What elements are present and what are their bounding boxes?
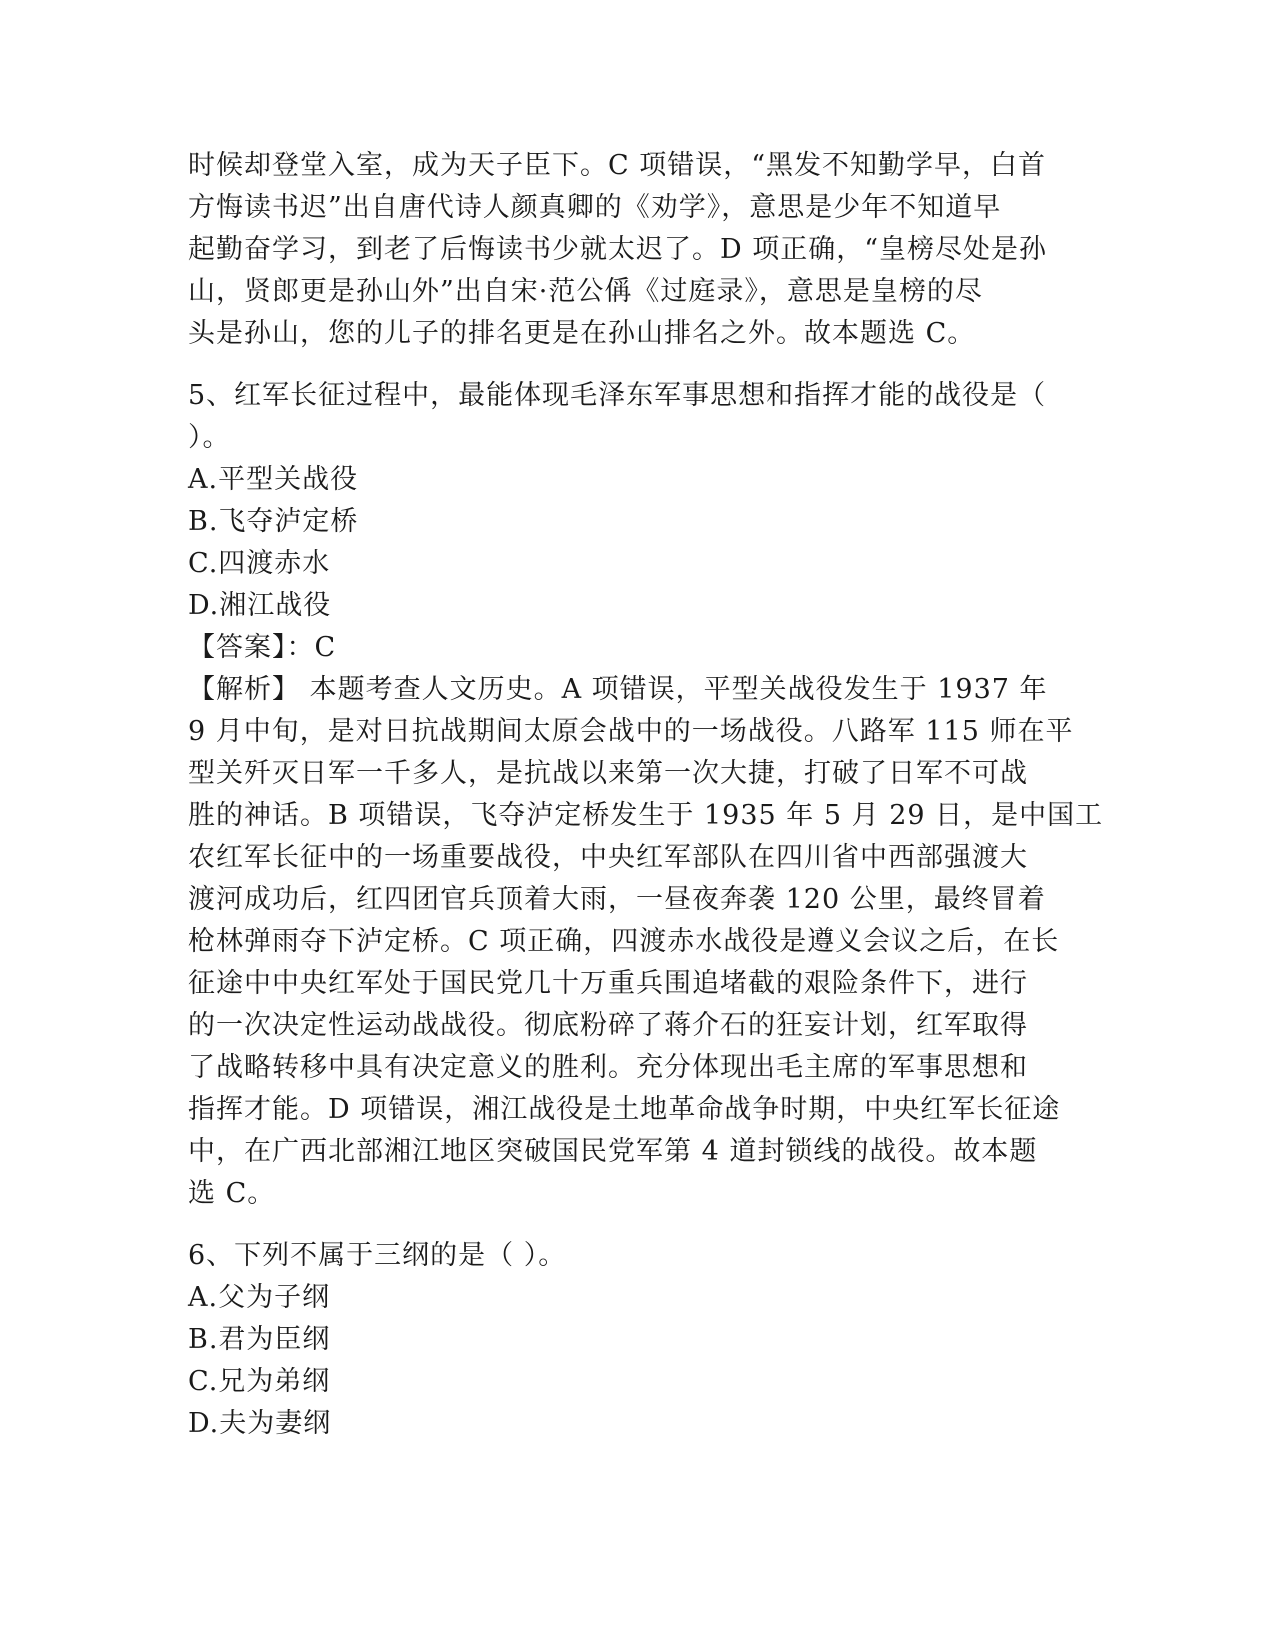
question-5-option-d: D.湘江战役 — [188, 590, 332, 621]
question-5-analysis-line: 选 C。 — [188, 1178, 276, 1209]
question-6-stem: 6、下列不属于三纲的是（ ）。 — [188, 1240, 567, 1271]
question-5-analysis-line: 征途中中央红军处于国民党几十万重兵围追堵截的艰险条件下，进行 — [188, 968, 1028, 999]
question-5-analysis-line: 农红军长征中的一场重要战役，中央红军部队在四川省中西部强渡大 — [188, 842, 1028, 873]
question-6-option-a: A.父为子纲 — [188, 1282, 331, 1313]
question-5-stem: 5、红军长征过程中，最能体现毛泽东军事思想和指挥才能的战役是（ — [188, 380, 1047, 411]
prev-explanation-line: 起勤奋学习，到老了后悔读书少就太迟了。D 项正确，“皇榜尽处是孙 — [188, 234, 1048, 265]
question-5-analysis-line: 枪林弹雨夺下泸定桥。C 项正确，四渡赤水战役是遵义会议之后，在长 — [188, 926, 1060, 957]
question-5-analysis-line: 渡河成功后，红四团官兵顶着大雨，一昼夜奔袭 120 公里，最终冒着 — [188, 884, 1046, 915]
question-5-analysis-line: 了战略转移中具有决定意义的胜利。充分体现出毛主席的军事思想和 — [188, 1052, 1028, 1083]
question-5-analysis-line: 指挥才能。D 项错误，湘江战役是土地革命战争时期，中央红军长征途 — [188, 1094, 1061, 1125]
question-6-option-d: D.夫为妻纲 — [188, 1408, 332, 1439]
question-6-option-b: B.君为臣纲 — [188, 1324, 331, 1355]
question-5-stem-cont: ）。 — [188, 422, 231, 453]
question-5-option-c: C.四渡赤水 — [188, 548, 331, 579]
question-6-option-c: C.兄为弟纲 — [188, 1366, 331, 1397]
question-5-option-a: A.平型关战役 — [188, 464, 359, 495]
question-5-analysis-line: 型关歼灭日军一千多人，是抗战以来第一次大捷，打破了日军不可战 — [188, 758, 1028, 789]
prev-explanation-line: 时候却登堂入室，成为天子臣下。C 项错误，“黑发不知勤学早，白首 — [188, 150, 1047, 181]
prev-explanation-line: 头是孙山，您的儿子的排名更是在孙山排名之外。故本题选 C。 — [188, 318, 976, 349]
question-5-answer: 【答案】：C — [188, 632, 337, 663]
question-5-analysis-line: 胜的神话。B 项错误，飞夺泸定桥发生于 1935 年 5 月 29 日，是中国工 — [188, 800, 1104, 831]
question-5-analysis-line: 的一次决定性运动战战役。彻底粉碎了蒋介石的狂妄计划，红军取得 — [188, 1010, 1028, 1041]
prev-explanation-line: 方悔读书迟”出自唐代诗人颜真卿的《劝学》，意思是少年不知道早 — [188, 192, 1002, 223]
question-5-analysis-line: 中，在广西北部湘江地区突破国民党军第 4 道封锁线的战役。故本题 — [188, 1136, 1038, 1167]
question-5-analysis-line: 9 月中旬，是对日抗战期间太原会战中的一场战役。八路军 115 师在平 — [188, 716, 1074, 747]
prev-explanation-line: 山，贤郎更是孙山外”出自宋·范公偁《过庭录》，意思是皇榜的尽 — [188, 276, 983, 307]
question-5-analysis-line: 【解析】 本题考查人文历史。A 项错误，平型关战役发生于 1937 年 — [188, 674, 1048, 705]
question-5-option-b: B.飞夺泸定桥 — [188, 506, 359, 537]
